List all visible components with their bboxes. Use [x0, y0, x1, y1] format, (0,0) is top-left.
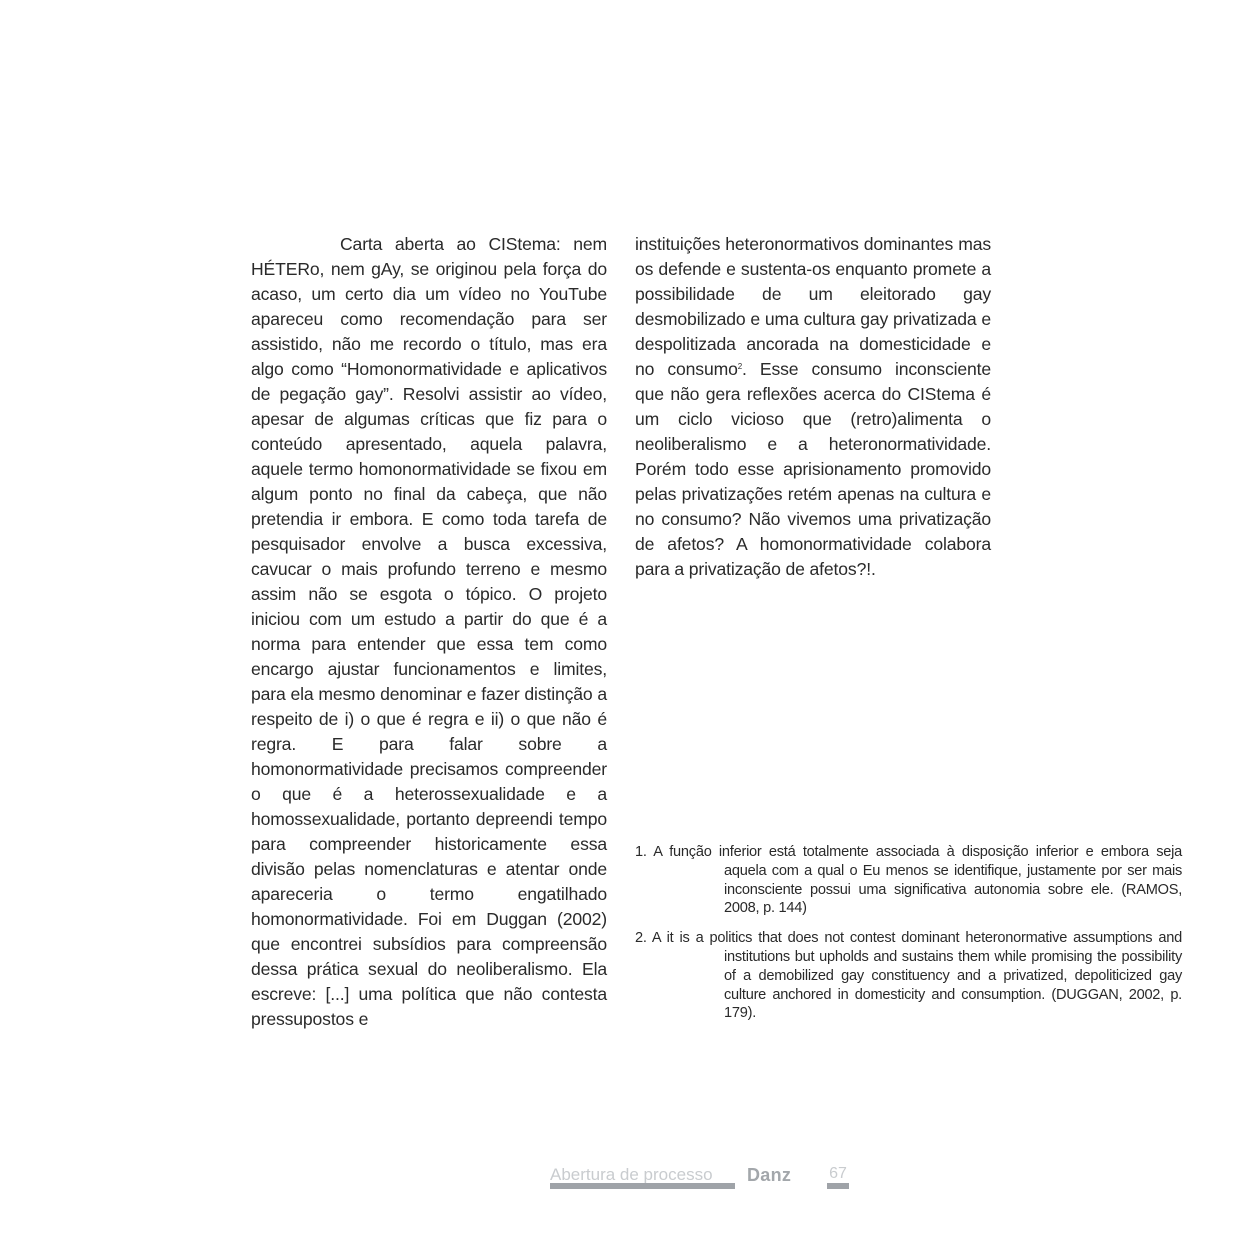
- footer-brand: Danz: [747, 1165, 792, 1185]
- body-text-right-column: [635, 232, 991, 582]
- footnote-2: 2. A it is a politics that does not contest dominant heteronormative assumptions and institutions but upholds and sustains them while promising the possibility of a demobilized gay constituency and a privatized, depoliticized gay culture anchored in domesticity and consumption. (DUGGAN, 2002, p. 179).: [635, 930, 1182, 1022]
- body-text-left-column: Carta aberta ao CIStema: nem HÉTERo, nem gAy, se originou pela força do acaso, um certo dia um vídeo no YouTube apareceu como recomendação para ser assistido, não me recordo o título, mas era algo como “Homonormatividade e aplicativos de pegação gay”. Resolvi assistir ao vídeo, apesar de algumas críticas que fiz para o conteúdo apresentado, aquela palavra, aquele termo homonormatividade se fixou em algum ponto no final da cabeça, que não pretendia ir embora. E como toda tarefa de pesquisador envolve a busca excessiva, cavucar o mais profundo terreno e mesmo assim não se esgota o tópico. O projeto iniciou com um estudo a partir do que é a norma para entender que essa tem como encargo ajustar funcionamentos e limites, para ela mesmo denominar e fazer distinção a respeito de i) o que é regra e ii) o que não é regra. E para falar sobre a homonormatividade precisamos compreender o que é a heterossexualidade e a homossexualidade, portanto depreendi tempo para compreender historicamente essa divisão pelas nomenclaturas e atentar onde apareceria o termo engatilhado homonormatividade. Foi em Duggan (2002) que encontrei subsídios para compreensão dessa prática sexual do neoliberalismo. Ela escreve: [...] uma política que não contesta pressupostos e: [251, 234, 607, 1029]
- page-number: 67: [827, 1164, 849, 1189]
- body-text-right-part-2: . Esse consumo inconsciente que não gera reflexões acerca do CIStema é um ciclo vicioso que (retro)alimenta o neoliberalismo e a heteronormatividade. Porém todo esse aprisionamento promovido pelas privatizações retém apenas na cultura e no consumo? Não vivemos uma privatização de afetos? A homonormatividade colabora para a privatização de afetos?!.: [635, 359, 991, 579]
- page-footer: [550, 1164, 860, 1192]
- footnote-1: 1. A função inferior está totalmente associada à disposição inferior e embora seja aquela com a qual o Eu menos se identifique, justamente por ser mais inconsciente possui uma significativa autonomia sobre ele. (RAMOS, 2008, p. 144): [635, 844, 1182, 917]
- footer-publication-title: Abertura de processo: [550, 1164, 735, 1189]
- footnotes: [635, 843, 1182, 1023]
- footnote-ref-2[interactable]: 2: [737, 362, 743, 371]
- body-text-right-part-1: instituições heteronormativos dominantes mas os defende e sustenta-os enquanto promete a possibilidade de um eleitorado gay desmobilizado e uma cultura gay privatizada e despolitizada ancorada na domesticidade e no consumo: [635, 234, 991, 379]
